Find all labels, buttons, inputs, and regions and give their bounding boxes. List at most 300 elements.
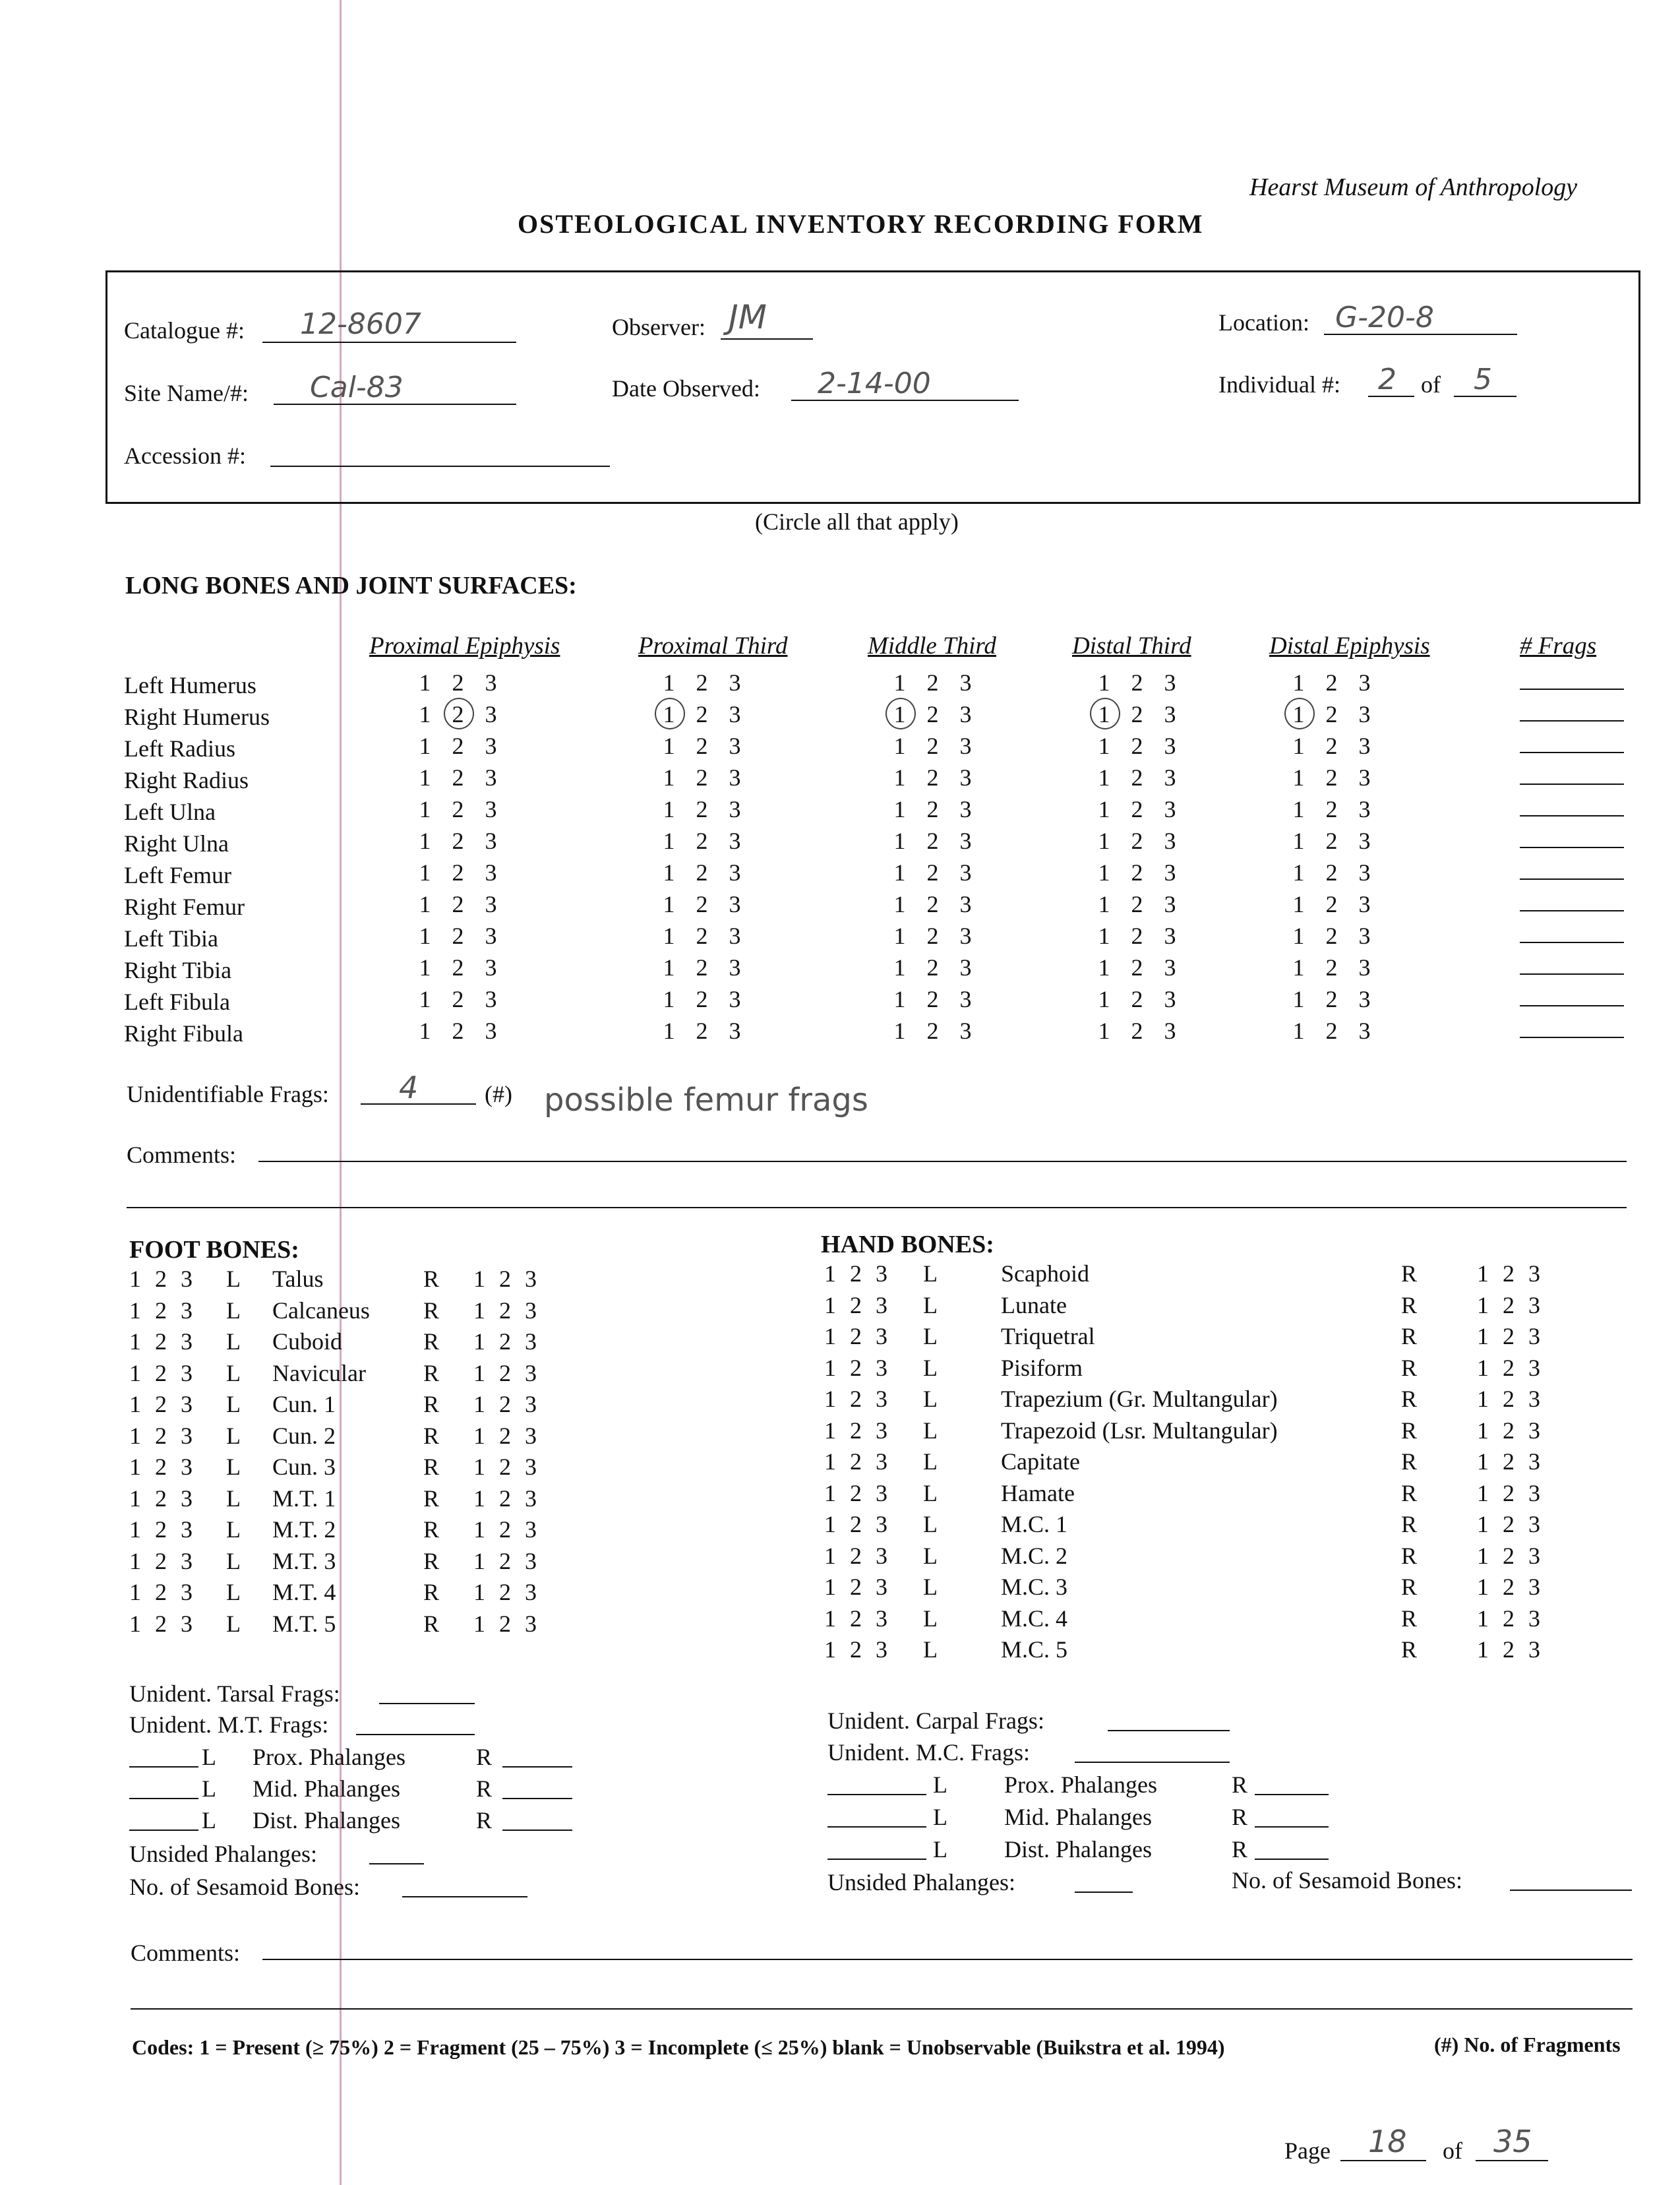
score-option[interactable]: 1 [1098,828,1111,854]
individual-label: Individual #: [1218,371,1340,398]
side-right: R [423,1422,440,1449]
hand-bone-name: Trapezoid (Lsr. Multangular) [1001,1417,1278,1444]
score-option[interactable]: 2 [452,891,465,917]
score-option[interactable]: 2 [1131,954,1144,981]
score-option[interactable]: 3 [485,1018,498,1044]
right-score-options[interactable]: 1 2 3 [1477,1448,1544,1475]
foot-phalanx-right-field[interactable] [502,1798,572,1799]
frags-count-field[interactable] [1520,847,1624,848]
left-score-options[interactable]: 1 2 3 [129,1579,196,1605]
score-option[interactable]: 2 [1325,923,1338,949]
score-option[interactable]: 2 [696,986,709,1012]
score-option[interactable]: 2 [1325,733,1338,759]
score-option[interactable]: 1 [419,923,432,949]
page-total-field[interactable]: 35 [1493,2124,1532,2159]
left-score-options[interactable]: 1 2 3 [129,1297,196,1324]
score-option[interactable]: 3 [959,859,973,886]
location-field[interactable]: G-20-8 [1335,301,1434,334]
left-score-options[interactable]: 1 2 3 [824,1417,891,1444]
side-left: L [226,1547,241,1574]
score-option[interactable]: 3 [1164,796,1177,822]
individual-total-field[interactable]: 5 [1474,363,1492,396]
right-score-options[interactable]: 1 2 3 [473,1454,541,1480]
score-option[interactable]: 3 [959,891,973,917]
score-option[interactable]: 1 [893,764,907,791]
score-option[interactable]: 1 [893,986,907,1012]
score-option[interactable]: 2 [1131,669,1144,696]
score-option[interactable]: 1 [663,859,676,886]
score-option[interactable]: 2 [1131,986,1144,1012]
score-option[interactable]: 3 [1358,733,1371,759]
score-option[interactable]: 3 [1164,954,1177,981]
score-option[interactable]: 1 [663,954,676,981]
score-option[interactable]: 3 [959,1018,973,1044]
score-option[interactable]: 3 [729,954,742,981]
score-option[interactable]: 2 [1325,828,1338,854]
score-option[interactable]: 3 [959,764,973,791]
score-option[interactable]: 3 [1358,986,1371,1012]
score-option[interactable]: 3 [729,859,742,886]
score-option[interactable]: 2 [1325,764,1338,791]
score-option[interactable]: 3 [485,954,498,981]
score-option[interactable]: 3 [729,986,742,1012]
hand-phalanx-left-field[interactable] [827,1794,926,1795]
score-option[interactable]: 1 [893,954,907,981]
frags-count-field[interactable] [1520,942,1624,943]
score-option[interactable]: 2 [926,923,940,949]
unident-frags-field[interactable]: 4 [399,1070,419,1105]
score-option[interactable]: 1 [1282,700,1315,728]
score-group [409,859,508,886]
score-option[interactable]: 3 [1358,923,1371,949]
score-option[interactable]: 1 [1098,669,1111,696]
score-option[interactable]: 1 [1098,796,1111,822]
score-option[interactable]: 2 [1131,859,1144,886]
score-option[interactable]: 1 [663,796,676,822]
left-score-options[interactable]: 1 2 3 [824,1605,891,1632]
score-option[interactable]: 2 [1325,986,1338,1012]
score-option[interactable]: 1 [419,828,432,854]
score-option[interactable]: 1 [893,669,907,696]
score-option[interactable]: 1 [419,764,432,791]
score-option[interactable]: 2 [442,700,475,728]
right-score-options[interactable]: 1 2 3 [473,1610,541,1637]
score-option[interactable]: 3 [1164,733,1177,759]
side-left: L [226,1454,241,1480]
score-option[interactable]: 1 [1292,1018,1305,1044]
right-score-options[interactable]: 1 2 3 [1477,1260,1544,1287]
score-option[interactable]: 2 [1325,669,1338,696]
score-option[interactable]: 1 [893,859,907,886]
score-option[interactable]: 3 [1358,859,1371,886]
bone-name: Left Humerus [124,672,256,698]
score-option[interactable]: 3 [729,891,742,917]
left-score-options[interactable]: 1 2 3 [129,1328,196,1355]
score-option[interactable]: 2 [926,859,940,886]
score-group [653,700,752,728]
score-option[interactable]: 1 [1088,700,1121,728]
foot-unsided-field[interactable] [369,1863,424,1864]
score-option[interactable]: 2 [452,986,465,1012]
score-option[interactable]: 2 [452,923,465,949]
score-option[interactable]: 2 [1131,923,1144,949]
unident-mc-field[interactable] [1075,1762,1230,1763]
observer-field[interactable]: JM [729,298,767,336]
left-score-options[interactable]: 1 2 3 [824,1386,891,1412]
side-right: R [423,1359,440,1386]
score-option[interactable]: 1 [1098,986,1111,1012]
score-option[interactable]: 1 [663,986,676,1012]
score-option[interactable]: 2 [696,796,709,822]
score-option[interactable]: 2 [696,1018,709,1044]
score-option[interactable]: 2 [926,669,940,696]
score-option[interactable]: 2 [1325,891,1338,917]
score-option[interactable]: 1 [1098,859,1111,886]
right-score-options[interactable]: 1 2 3 [473,1359,541,1386]
score-option[interactable]: 1 [663,764,676,791]
score-option[interactable]: 2 [1131,764,1144,791]
score-option[interactable]: 3 [485,733,498,759]
score-group [1282,890,1381,918]
side-right: R [423,1454,440,1480]
right-score-options[interactable]: 1 2 3 [1477,1574,1544,1600]
score-option[interactable]: 2 [1325,1018,1338,1044]
score-option[interactable]: 2 [452,828,465,854]
score-option[interactable]: 3 [729,733,742,759]
frags-count-field[interactable] [1520,878,1624,880]
score-option[interactable]: 1 [1292,986,1305,1012]
score-option[interactable]: 1 [1292,733,1305,759]
score-option[interactable]: 3 [485,764,498,791]
right-score-options[interactable]: 1 2 3 [473,1297,541,1324]
unident-carpal-field[interactable] [1108,1730,1230,1731]
right-score-options[interactable]: 1 2 3 [1477,1636,1544,1663]
score-option[interactable]: 1 [663,891,676,917]
score-option[interactable]: 3 [959,954,973,981]
hand-phalanx-right-field[interactable] [1255,1794,1329,1795]
score-option[interactable]: 3 [959,828,973,854]
hand-sesamoid-field[interactable] [1510,1890,1632,1891]
score-option[interactable]: 3 [485,859,498,886]
score-option[interactable]: 3 [959,701,973,727]
frags-count-field[interactable] [1520,720,1624,722]
right-score-options[interactable]: 1 2 3 [473,1579,541,1605]
score-option[interactable]: 2 [926,796,940,822]
score-option[interactable]: 1 [1098,923,1111,949]
left-score-options[interactable]: 1 2 3 [824,1574,891,1600]
score-group [653,669,752,696]
score-option[interactable]: 2 [452,1018,465,1044]
frags-count-field[interactable] [1520,784,1624,785]
right-score-options[interactable]: 1 2 3 [473,1391,541,1417]
right-score-options[interactable]: 1 2 3 [1477,1479,1544,1506]
score-option[interactable]: 3 [1358,669,1371,696]
frags-count-field[interactable] [1520,973,1624,975]
score-option[interactable]: 2 [926,1018,940,1044]
score-option[interactable]: 2 [452,733,465,759]
score-option[interactable]: 3 [1358,796,1371,822]
hand-phalanx-right-field[interactable] [1255,1859,1329,1860]
score-option[interactable]: 3 [1358,701,1371,727]
score-option[interactable]: 3 [959,733,973,759]
score-option[interactable]: 3 [1358,828,1371,854]
foot-phalanx-label: Dist. Phalanges [253,1807,400,1833]
score-group [409,922,508,950]
foot-phalanx-left-field[interactable] [129,1830,198,1831]
score-option[interactable]: 3 [1164,764,1177,791]
score-option[interactable]: 2 [452,796,465,822]
left-score-options[interactable]: 1 2 3 [824,1636,891,1663]
score-option[interactable]: 1 [893,828,907,854]
foot-phalanx-left-field[interactable] [129,1798,198,1799]
score-option[interactable]: 1 [893,1018,907,1044]
score-option[interactable]: 2 [1131,1018,1144,1044]
score-option[interactable]: 2 [1131,891,1144,917]
date-field[interactable]: 2-14-00 [818,367,931,400]
hand-bone-name: Lunate [1001,1291,1067,1318]
score-option[interactable]: 3 [729,923,742,949]
score-option[interactable]: 1 [1098,891,1111,917]
individual-field[interactable]: 2 [1378,363,1396,396]
left-score-options[interactable]: 1 2 3 [824,1260,891,1287]
score-option[interactable]: 3 [1164,891,1177,917]
right-score-options[interactable]: 1 2 3 [473,1547,541,1574]
score-option[interactable]: 1 [663,1018,676,1044]
score-option[interactable]: 3 [485,986,498,1012]
score-option[interactable]: 2 [1131,733,1144,759]
long-bones-comments-field[interactable] [258,1161,1627,1162]
location-label: Location: [1218,309,1309,336]
page-number-field[interactable]: 18 [1368,2124,1407,2159]
side-left: L [923,1479,938,1506]
frags-count-field[interactable] [1520,689,1624,690]
left-score-options[interactable]: 1 2 3 [824,1448,891,1475]
score-option[interactable]: 2 [926,764,940,791]
score-option[interactable]: 3 [729,796,742,822]
score-option[interactable]: 2 [1131,701,1144,727]
score-option[interactable]: 2 [926,891,940,917]
score-option[interactable]: 1 [419,954,432,981]
score-option[interactable]: 2 [1325,954,1338,981]
score-option[interactable]: 1 [1292,828,1305,854]
score-option[interactable]: 3 [1164,669,1177,696]
score-option[interactable]: 1 [419,701,432,727]
score-option[interactable]: 1 [663,828,676,854]
score-option[interactable]: 1 [1292,954,1305,981]
score-option[interactable]: 2 [452,859,465,886]
score-option[interactable]: 2 [1131,796,1144,822]
right-score-options[interactable]: 1 2 3 [1477,1386,1544,1412]
score-option[interactable]: 3 [1164,923,1177,949]
left-score-options[interactable]: 1 2 3 [129,1359,196,1386]
score-option[interactable]: 2 [696,954,709,981]
score-option[interactable]: 3 [729,669,742,696]
score-option[interactable]: 2 [696,733,709,759]
score-option[interactable]: 3 [1358,1018,1371,1044]
score-option[interactable]: 3 [729,1018,742,1044]
right-score-options[interactable]: 1 2 3 [1477,1354,1544,1381]
right-score-options[interactable]: 1 2 3 [473,1422,541,1449]
score-option[interactable]: 3 [485,701,498,727]
score-option[interactable]: 2 [452,954,465,981]
score-option[interactable]: 1 [884,700,916,728]
side-right: R [1401,1354,1418,1381]
score-option[interactable]: 1 [1098,1018,1111,1044]
foot-phalanx-right-field[interactable] [502,1766,572,1768]
score-option[interactable]: 2 [696,669,709,696]
right-score-options[interactable]: 1 2 3 [473,1485,541,1512]
score-option[interactable]: 3 [1358,954,1371,981]
score-option[interactable]: 3 [729,701,742,727]
left-score-options[interactable]: 1 2 3 [129,1516,196,1543]
side-right: R [476,1807,493,1833]
score-option[interactable]: 2 [926,954,940,981]
left-score-options[interactable]: 1 2 3 [824,1323,891,1349]
museum-name: Hearst Museum of Anthropology [1249,173,1578,201]
score-option[interactable]: 3 [959,923,973,949]
frags-count-field[interactable] [1520,815,1624,816]
score-option[interactable]: 3 [485,796,498,822]
score-option[interactable]: 3 [1358,891,1371,917]
right-score-options[interactable]: 1 2 3 [473,1516,541,1543]
score-option[interactable]: 1 [1292,669,1305,696]
catalogue-field[interactable]: 12-8607 [300,307,421,341]
score-option[interactable]: 3 [1164,701,1177,727]
accession-field[interactable] [270,466,610,467]
score-group [1282,859,1381,886]
hand-phalanx-right-field[interactable] [1255,1826,1329,1828]
score-option[interactable]: 1 [419,1018,432,1044]
score-option[interactable]: 2 [452,669,465,696]
score-option[interactable]: 1 [653,700,686,728]
score-option[interactable]: 1 [419,859,432,886]
left-score-options[interactable]: 1 2 3 [129,1547,196,1574]
right-score-options[interactable]: 1 2 3 [1477,1511,1544,1537]
left-score-options[interactable]: 1 2 3 [824,1542,891,1569]
frags-count-field[interactable] [1520,1037,1624,1038]
left-score-options[interactable]: 1 2 3 [824,1291,891,1318]
score-option[interactable]: 1 [663,923,676,949]
page-total-line [1476,2160,1548,2161]
score-option[interactable]: 3 [959,796,973,822]
score-option[interactable]: 3 [959,669,973,696]
score-option[interactable]: 1 [1292,923,1305,949]
bone-name: Right Humerus [124,704,270,730]
hand-phalanx-left-field[interactable] [827,1859,926,1860]
score-option[interactable]: 1 [663,733,676,759]
right-score-options[interactable]: 1 2 3 [1477,1323,1544,1349]
score-option[interactable]: 1 [893,891,907,917]
score-option[interactable]: 3 [485,891,498,917]
hand-unsided-field[interactable] [1075,1892,1133,1893]
right-score-options[interactable]: 1 2 3 [473,1328,541,1355]
score-option[interactable]: 2 [1131,828,1144,854]
score-option[interactable]: 3 [1164,859,1177,886]
score-option[interactable]: 2 [1325,859,1338,886]
score-option[interactable]: 3 [1164,828,1177,854]
side-right: R [1401,1636,1418,1663]
score-option[interactable]: 1 [1292,891,1305,917]
right-score-options[interactable]: 1 2 3 [1477,1605,1544,1632]
score-option[interactable]: 1 [1098,764,1111,791]
score-option[interactable]: 2 [926,986,940,1012]
score-option[interactable]: 3 [485,828,498,854]
score-option[interactable]: 1 [419,669,432,696]
left-score-options[interactable]: 1 2 3 [129,1485,196,1512]
score-option[interactable]: 3 [729,828,742,854]
score-option[interactable]: 1 [893,796,907,822]
score-option[interactable]: 1 [419,986,432,1012]
score-option[interactable]: 3 [1164,1018,1177,1044]
score-option[interactable]: 1 [893,733,907,759]
score-option[interactable]: 1 [663,669,676,696]
left-score-options[interactable]: 1 2 3 [824,1511,891,1537]
score-option[interactable]: 1 [1292,764,1305,791]
left-score-options[interactable]: 1 2 3 [824,1354,891,1381]
score-option[interactable]: 1 [1292,796,1305,822]
right-score-options[interactable]: 1 2 3 [473,1266,541,1292]
score-option[interactable]: 2 [696,859,709,886]
score-option[interactable]: 2 [926,733,940,759]
hand-phalanx-left-field[interactable] [827,1826,926,1828]
score-option[interactable]: 2 [926,828,940,854]
score-option[interactable]: 1 [419,891,432,917]
foot-sesamoid-field[interactable] [402,1896,527,1897]
score-option[interactable]: 3 [959,986,973,1012]
left-score-options[interactable]: 1 2 3 [824,1479,891,1506]
foot-phalanx-left-field[interactable] [129,1766,198,1768]
frags-count-field[interactable] [1520,1005,1624,1006]
frags-count-field[interactable] [1520,910,1624,911]
score-option[interactable]: 2 [926,701,940,727]
left-score-options[interactable]: 1 2 3 [129,1266,196,1292]
unident-mt-field[interactable] [356,1734,475,1735]
codes-legend: Codes: 1 = Present (≥ 75%) 2 = Fragment (25 – 75%) 3 = Incomplete (≤ 25%) blank = Unobservable (Buikstra et al. 1994) [132,2035,1225,2059]
right-score-options[interactable]: 1 2 3 [1477,1542,1544,1569]
score-option[interactable]: 3 [485,923,498,949]
unident-tarsal-field[interactable] [379,1703,475,1704]
score-option[interactable]: 2 [696,764,709,791]
score-option[interactable]: 2 [452,764,465,791]
score-option[interactable]: 1 [1098,733,1111,759]
score-option[interactable]: 2 [1325,796,1338,822]
right-score-options[interactable]: 1 2 3 [1477,1291,1544,1318]
right-score-options[interactable]: 1 2 3 [1477,1417,1544,1444]
score-option[interactable]: 2 [696,701,709,727]
score-option[interactable]: 3 [1358,764,1371,791]
score-option[interactable]: 2 [696,923,709,949]
score-option[interactable]: 1 [1292,859,1305,886]
frags-count-field[interactable] [1520,752,1624,753]
score-option[interactable]: 2 [696,828,709,854]
score-option[interactable]: 1 [893,923,907,949]
left-score-options[interactable]: 1 2 3 [129,1391,196,1417]
score-option[interactable]: 2 [696,891,709,917]
score-option[interactable]: 2 [1325,701,1338,727]
score-option[interactable]: 1 [419,796,432,822]
left-score-options[interactable]: 1 2 3 [129,1610,196,1637]
foot-phalanx-right-field[interactable] [502,1830,572,1831]
score-option[interactable]: 1 [1098,954,1111,981]
left-score-options[interactable]: 1 2 3 [129,1422,196,1449]
score-option[interactable]: 3 [1164,986,1177,1012]
score-option[interactable]: 1 [419,733,432,759]
footer-comments-field[interactable] [262,1959,1633,1960]
score-option[interactable]: 3 [729,764,742,791]
score-option[interactable]: 3 [485,669,498,696]
left-score-options[interactable]: 1 2 3 [129,1454,196,1480]
site-field[interactable]: Cal-83 [310,371,404,404]
